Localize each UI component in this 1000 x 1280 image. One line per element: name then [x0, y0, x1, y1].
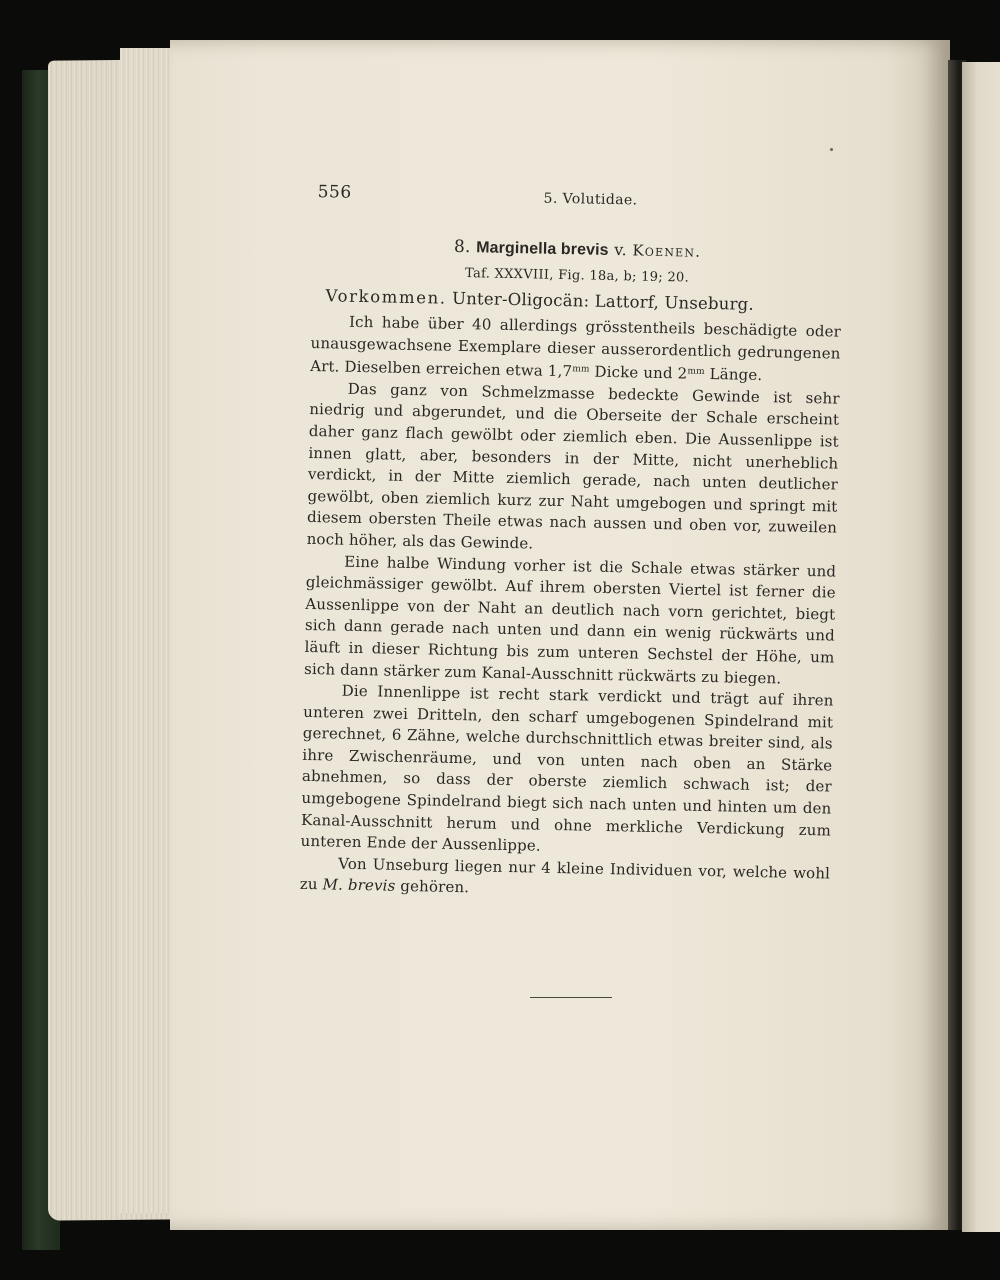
species-title [312, 234, 842, 265]
occurrence-line [311, 286, 841, 316]
unit-mm: mm [572, 364, 590, 375]
occurrence-text: Unter-Oligocän: Lattorf, Unseburg. [451, 288, 755, 314]
paragraph-1-text-b: Dicke und 2 [589, 362, 688, 383]
species-name: Marginella brevis [476, 239, 609, 259]
paragraph-5-text-b: gehören. [395, 877, 470, 897]
running-head: 5. Volutidae. [543, 190, 638, 209]
paragraph-2: Das ganz von Schmelzmasse bedeckte Gewinde ist sehr niedrig und abgerundet, und die Oberseite der Schale erscheint daher ganz flach gewölbt oder ziemlich eben. Die Aussenlippe ist innen glatt, aber, besonders in der Mitte, nicht unerheblich verdickt, in der Mitte ziemlich gerade, nach unten deutlicher gewölbt, oben ziemlich kurz zur Naht umgebogen und springt mit diesem obersten Theile etwas nach aussen und oben vor, zuweilen noch höher, als das Gewinde. [306, 379, 840, 553]
section-end-rule [530, 997, 612, 998]
page-text [300, 176, 844, 907]
species-number: 8. [453, 236, 471, 258]
paragraph-5-text-a: Von Unseburg liegen nur 4 kleine Individuen vor, welche wohl zu [299, 854, 831, 894]
paper-speck [830, 148, 833, 151]
author-prefix: v. [614, 240, 628, 260]
plate-reference: Taf. XXXVIII, Fig. 18a, b; 19; 20. [464, 266, 690, 286]
species-author: Koenen. [632, 241, 702, 261]
paragraph-3: Eine halbe Windung vorher ist die Schale etwas stärker und gleichmässiger gewölbt. Auf ihrem obersten Viertel ist ferner die Aussenlippe von der Naht an deutlich nach vorn gerichtet, biegt sich dann gerade nach unten und dann ein wenig rückwärts und läuft in dieser Richtung bis zum unteren Sechstel der Höhe, um sich dann stärker zum Kanal-Ausschnitt rückwärts zu biegen. [303, 552, 837, 687]
paragraph-1-text-a: Ich habe über 40 allerdings grösstentheils beschädigte oder unausgewachsene Exemplare dieser ausserordentlich gedrungenen Art. Dieselben erreichen etwa 1,7 [310, 312, 842, 381]
page-number: 556 [317, 182, 352, 203]
occurrence-label: Vorkommen. [325, 286, 447, 308]
paragraph-1-text-c: Länge. [704, 365, 763, 385]
unit-mm: mm [687, 366, 705, 378]
species-abbrev: M. brevis [322, 875, 396, 896]
facing-page-edge [962, 62, 1000, 1232]
paragraph-1 [310, 311, 841, 388]
paragraph-4: Die Innenlippe ist recht stark verdickt und trägt auf ihren unteren zwei Dritteln, den scharf umgebogenen Spindelrand mit gerechnet, 6 Zähne, welche durchschnittlich etwas breiter sind, als ihre Zwischenräume, und von unten nach oben an Stärke abnehmen, so dass der oberste ziemlich schwach ist; der umgebogene Spindelrand biegt sich nach unten und hinten um den Kanal-Ausschnitt herum und ohne merkliche Verdickung zum unteren Ende der Aussenlippe. [300, 681, 834, 855]
